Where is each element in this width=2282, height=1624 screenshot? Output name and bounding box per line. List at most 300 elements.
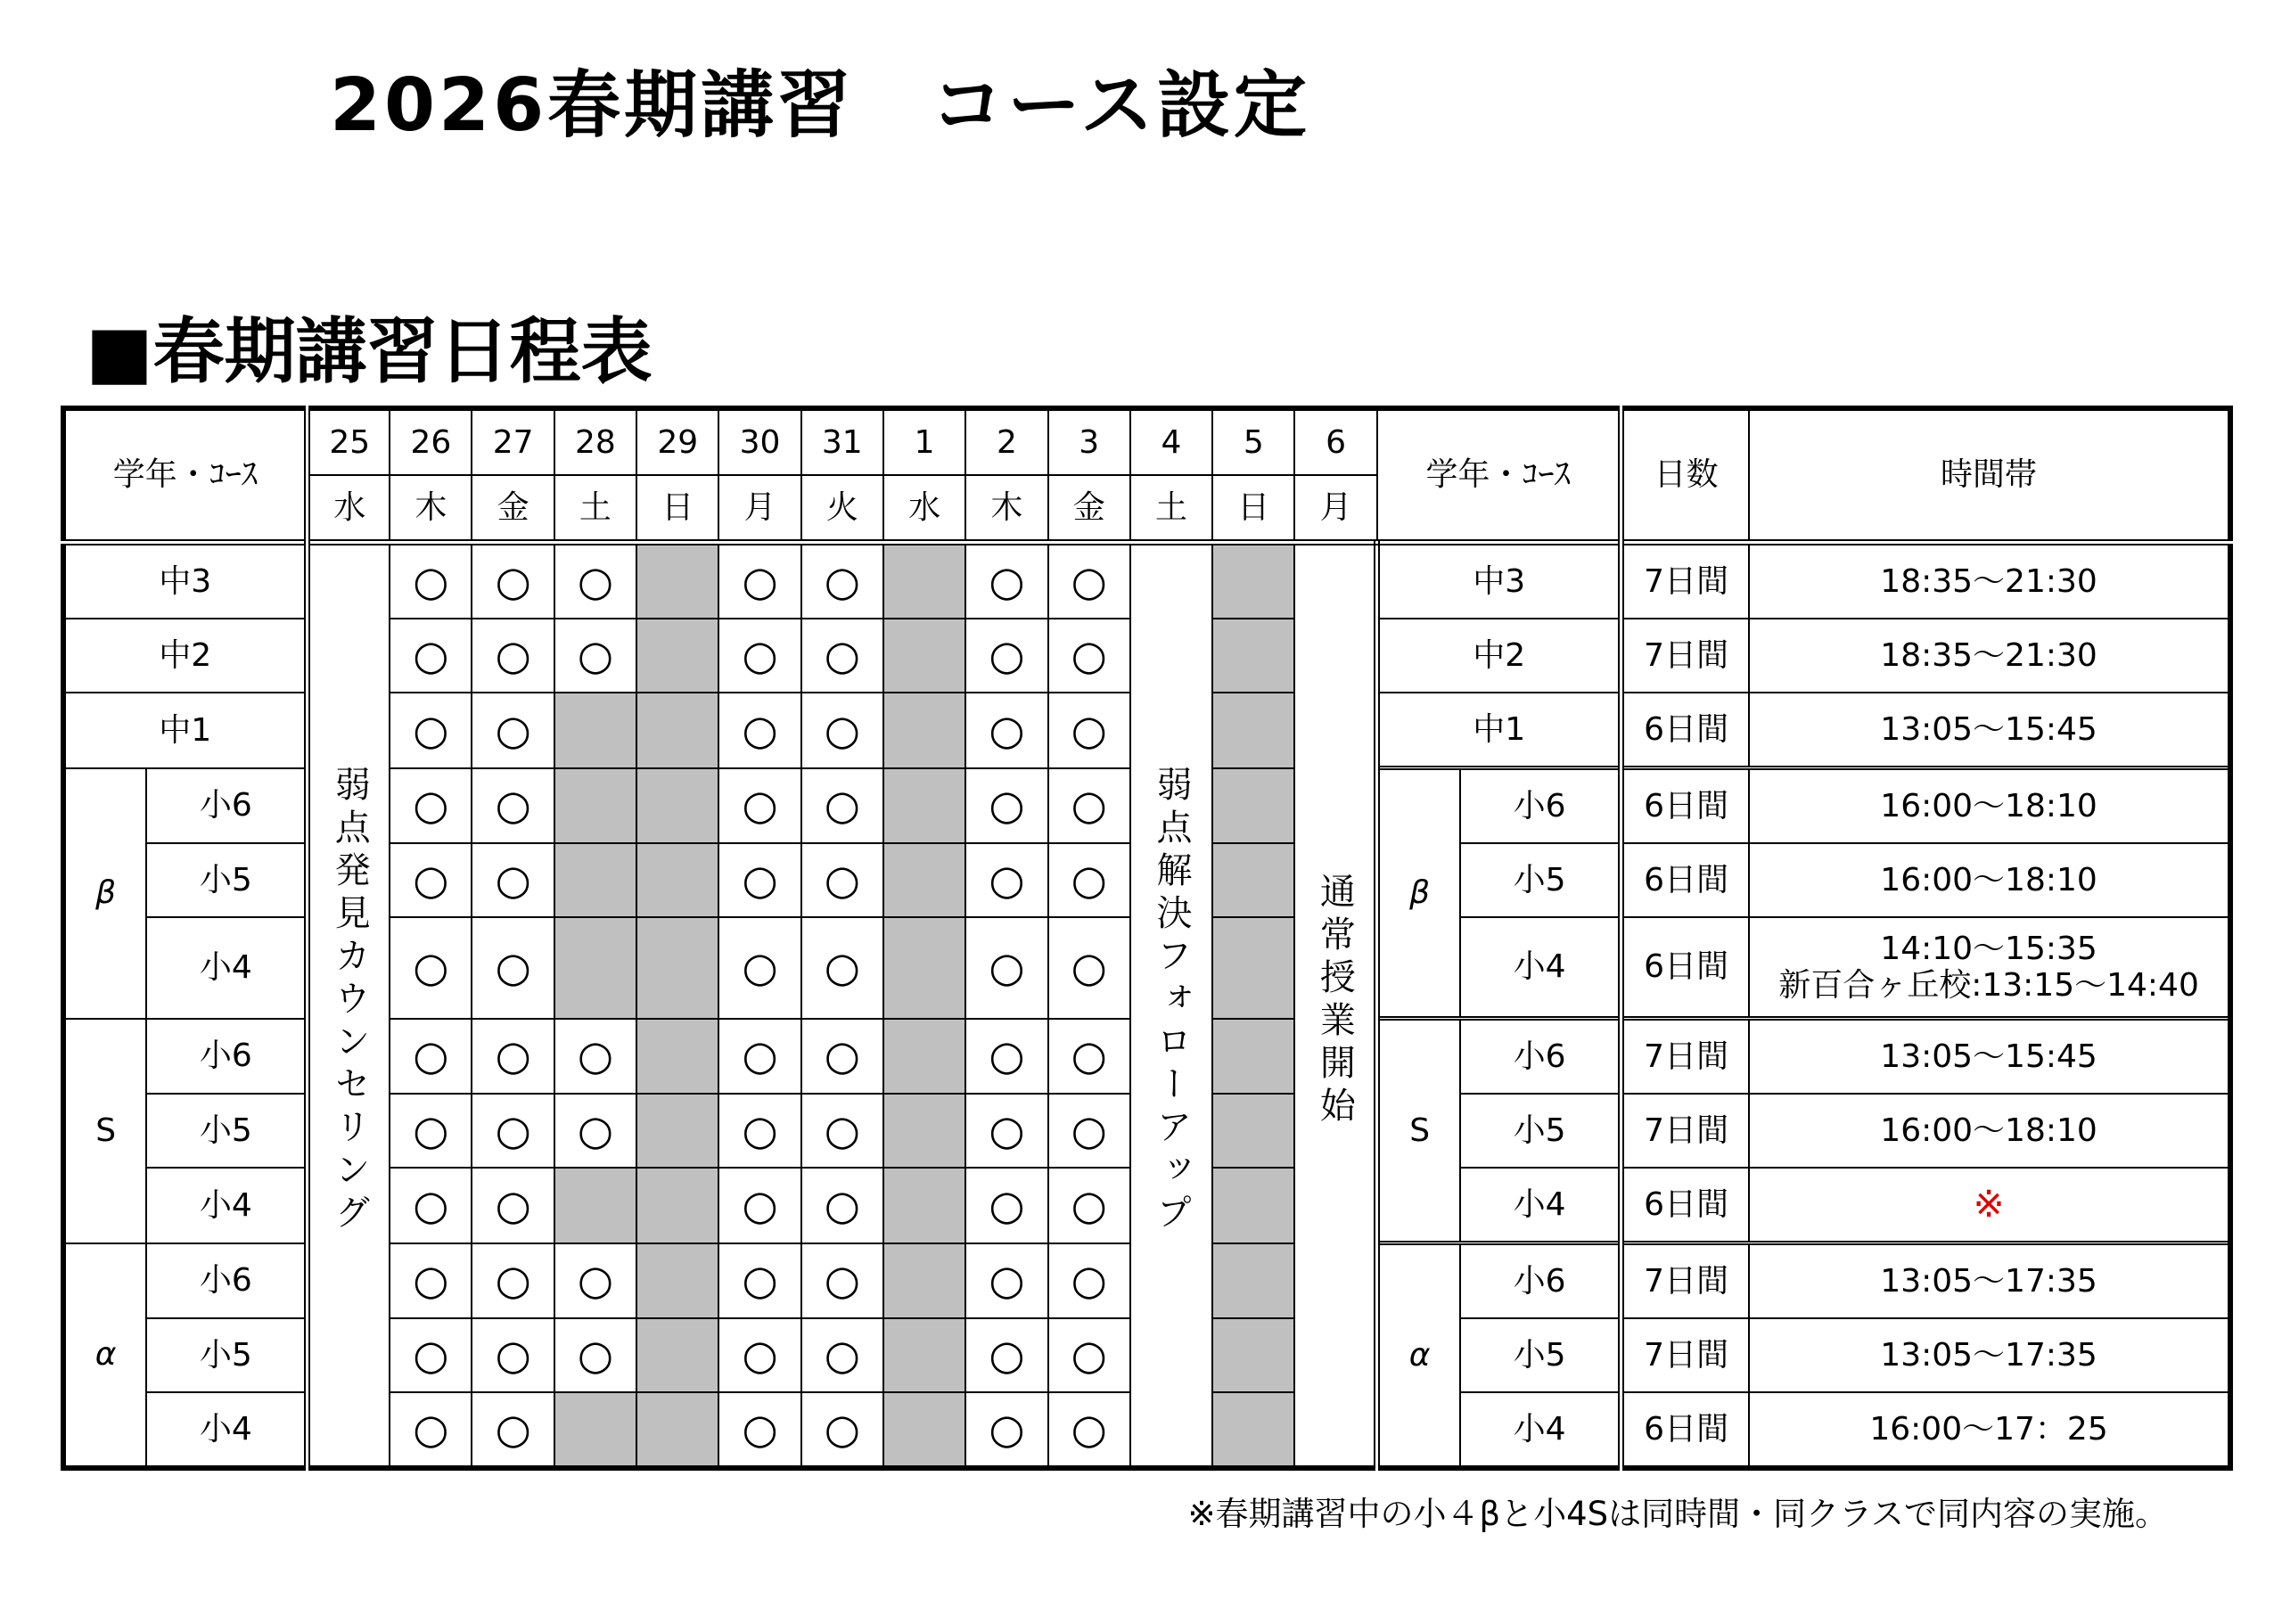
session-cell — [718, 693, 800, 768]
circle-mark: ○ — [824, 1331, 860, 1380]
weekday-cell: 水 — [308, 475, 390, 543]
circle-mark: ○ — [495, 705, 531, 754]
schedule-table — [61, 406, 2233, 1471]
session-cell — [390, 1168, 472, 1243]
session-cell — [965, 693, 1047, 768]
circle-mark: ○ — [495, 943, 531, 992]
row-label-left: 中3 — [63, 543, 308, 619]
grade-course-header-left: 学年・ｺｰｽ — [63, 408, 308, 543]
row-label-right: 中1 — [1377, 693, 1621, 768]
circle-mark: ○ — [1071, 1256, 1107, 1305]
session-cell — [472, 1392, 554, 1468]
time-cell — [1749, 917, 2230, 1019]
group-label-right: β — [1377, 768, 1460, 1019]
circle-mark: ○ — [824, 781, 860, 830]
no-session-cell — [554, 843, 636, 917]
circle-mark: ○ — [413, 1331, 449, 1380]
session-cell — [390, 1094, 472, 1168]
days-cell: 7日間 — [1621, 1019, 1749, 1095]
weekday-cell: 土 — [554, 475, 636, 543]
row-label-right: 中3 — [1377, 543, 1621, 619]
session-cell — [1048, 693, 1130, 768]
circle-mark: ○ — [742, 781, 778, 830]
no-session-cell — [554, 1168, 636, 1243]
circle-mark: ○ — [1071, 781, 1107, 830]
row-label-right: 小5 — [1460, 843, 1621, 917]
time-text: 13:05～17:35 — [1880, 1336, 2097, 1374]
circle-mark: ○ — [413, 1106, 449, 1155]
no-session-cell — [554, 1392, 636, 1468]
no-session-cell — [1212, 619, 1294, 693]
session-cell — [718, 543, 800, 619]
session-cell — [1048, 1243, 1130, 1319]
row-label-left: 小5 — [146, 1094, 308, 1168]
session-cell — [472, 1318, 554, 1392]
row-label-left: 中2 — [63, 619, 308, 693]
session-cell — [390, 693, 472, 768]
date-cell: 3 — [1048, 408, 1130, 475]
time-cell — [1749, 1318, 2230, 1392]
table-row — [63, 543, 2230, 619]
circle-mark: ○ — [495, 1331, 531, 1380]
time-cell — [1749, 1392, 2230, 1468]
circle-mark: ○ — [989, 1180, 1025, 1229]
session-cell — [472, 917, 554, 1019]
no-session-cell — [1212, 1392, 1294, 1468]
no-session-cell — [883, 1243, 965, 1319]
days-cell: 6日間 — [1621, 693, 1749, 768]
circle-mark: ○ — [577, 557, 613, 606]
circle-mark: ○ — [824, 1031, 860, 1080]
date-cell: 5 — [1212, 408, 1294, 475]
no-session-cell — [1212, 1243, 1294, 1319]
session-cell — [965, 1094, 1047, 1168]
circle-mark: ○ — [742, 1031, 778, 1080]
session-cell — [965, 768, 1047, 844]
no-session-cell — [883, 1168, 965, 1243]
days-cell: 6日間 — [1621, 917, 1749, 1019]
no-session-cell — [1212, 543, 1294, 619]
days-cell: 6日間 — [1621, 1392, 1749, 1468]
circle-mark: ○ — [1071, 1180, 1107, 1229]
weekday-cell: 日 — [1212, 475, 1294, 543]
no-session-cell — [1212, 1168, 1294, 1243]
no-session-cell — [883, 1019, 965, 1095]
session-cell — [554, 1094, 636, 1168]
circle-mark: ○ — [495, 1180, 531, 1229]
session-cell — [801, 1094, 883, 1168]
session-cell — [390, 543, 472, 619]
session-cell — [390, 917, 472, 1019]
circle-mark: ○ — [824, 705, 860, 754]
session-cell — [554, 1019, 636, 1095]
circle-mark: ○ — [742, 1106, 778, 1155]
no-session-cell — [883, 619, 965, 693]
grade-course-header-right: 学年・ｺｰｽ — [1377, 408, 1621, 543]
weekday-cell: 水 — [883, 475, 965, 543]
weekday-cell: 金 — [1048, 475, 1130, 543]
page-title: 2026春期講習 コース設定 — [329, 63, 1311, 148]
weekday-cell: 土 — [1130, 475, 1212, 543]
time-text: 18:35～21:30 — [1880, 636, 2097, 674]
session-cell — [390, 843, 472, 917]
group-label-left: β — [63, 768, 146, 1019]
circle-mark: ○ — [413, 856, 449, 905]
weekday-cell: 木 — [390, 475, 472, 543]
session-cell — [554, 1318, 636, 1392]
row-label-right: 小5 — [1460, 1318, 1621, 1392]
no-session-cell — [554, 768, 636, 844]
weekday-cell: 金 — [472, 475, 554, 543]
date-cell: 31 — [801, 408, 883, 475]
circle-mark: ○ — [413, 1180, 449, 1229]
days-cell: 7日間 — [1621, 1318, 1749, 1392]
session-cell — [965, 1243, 1047, 1319]
no-session-cell — [1212, 1019, 1294, 1095]
circle-mark: ○ — [989, 781, 1025, 830]
date-cell: 25 — [308, 408, 390, 475]
date-cell: 26 — [390, 408, 472, 475]
circle-mark: ○ — [1071, 1106, 1107, 1155]
row-label-left: 小6 — [146, 768, 308, 844]
time-text: 13:05～15:45 — [1880, 710, 2097, 748]
row-label-left: 小4 — [146, 1392, 308, 1468]
session-cell — [1048, 543, 1130, 619]
weekday-cell: 月 — [1294, 475, 1376, 543]
date-cell: 29 — [636, 408, 718, 475]
time-text: 13:05～15:45 — [1880, 1038, 2097, 1075]
date-cell: 2 — [965, 408, 1047, 475]
no-session-cell — [1212, 1318, 1294, 1392]
row-label-right: 小4 — [1460, 917, 1621, 1019]
circle-mark: ○ — [1071, 1031, 1107, 1080]
no-session-cell — [554, 917, 636, 1019]
no-session-cell — [1212, 693, 1294, 768]
session-cell — [472, 1168, 554, 1243]
session-cell — [554, 543, 636, 619]
session-cell — [1048, 619, 1130, 693]
circle-mark: ○ — [989, 1256, 1025, 1305]
circle-mark: ○ — [989, 943, 1025, 992]
session-cell — [965, 917, 1047, 1019]
circle-mark: ○ — [495, 1106, 531, 1155]
circle-mark: ○ — [824, 1106, 860, 1155]
row-label-right: 小6 — [1460, 768, 1621, 844]
session-cell — [801, 768, 883, 844]
time-cell — [1749, 693, 2230, 768]
session-cell — [718, 1094, 800, 1168]
no-session-cell — [1212, 843, 1294, 917]
time-cell — [1749, 1168, 2230, 1243]
circle-mark: ○ — [1071, 631, 1107, 680]
circle-mark: ○ — [413, 1031, 449, 1080]
session-cell — [472, 619, 554, 693]
days-header: 日数 — [1621, 408, 1749, 543]
session-cell — [472, 543, 554, 619]
circle-mark: ○ — [989, 856, 1025, 905]
no-session-cell — [636, 1392, 718, 1468]
days-cell: 7日間 — [1621, 619, 1749, 693]
circle-mark: ○ — [495, 856, 531, 905]
no-session-cell — [883, 768, 965, 844]
header-row-dates — [63, 408, 2230, 475]
days-cell: 6日間 — [1621, 843, 1749, 917]
special-column-text: 弱点解決フォローアップ — [1151, 766, 1192, 1237]
date-cell: 30 — [718, 408, 800, 475]
session-cell — [718, 1243, 800, 1319]
group-label-right: α — [1377, 1243, 1460, 1469]
row-label-right: 中2 — [1377, 619, 1621, 693]
no-session-cell — [883, 1318, 965, 1392]
time-text: 18:35～21:30 — [1880, 562, 2097, 600]
session-cell — [1048, 843, 1130, 917]
session-cell — [718, 1318, 800, 1392]
circle-mark: ○ — [413, 1405, 449, 1454]
circle-mark: ○ — [577, 631, 613, 680]
circle-mark: ○ — [742, 557, 778, 606]
circle-mark: ○ — [413, 705, 449, 754]
circle-mark: ○ — [742, 1331, 778, 1380]
no-session-cell — [636, 843, 718, 917]
circle-mark: ○ — [742, 943, 778, 992]
time-cell — [1749, 1243, 2230, 1319]
no-session-cell — [636, 543, 718, 619]
no-session-cell — [883, 1392, 965, 1468]
row-label-right: 小4 — [1460, 1168, 1621, 1243]
no-session-cell — [1212, 1094, 1294, 1168]
session-cell — [554, 619, 636, 693]
session-cell — [472, 843, 554, 917]
session-cell — [801, 543, 883, 619]
circle-mark: ○ — [824, 1405, 860, 1454]
no-session-cell — [883, 843, 965, 917]
circle-mark: ○ — [413, 781, 449, 830]
no-session-cell — [636, 1318, 718, 1392]
circle-mark: ○ — [824, 557, 860, 606]
circle-mark: ○ — [989, 1031, 1025, 1080]
no-session-cell — [636, 1168, 718, 1243]
time-cell — [1749, 843, 2230, 917]
session-cell — [801, 693, 883, 768]
no-session-cell — [883, 543, 965, 619]
session-cell — [718, 1019, 800, 1095]
circle-mark: ○ — [824, 943, 860, 992]
circle-mark: ○ — [1071, 1405, 1107, 1454]
session-cell — [1048, 1392, 1130, 1468]
circle-mark: ○ — [1071, 943, 1107, 992]
time-text: 16:00～18:10 — [1880, 787, 2097, 824]
time-text: 16:00～18:10 — [1880, 861, 2097, 898]
session-cell — [718, 843, 800, 917]
section-title: ■春期講習日程表 — [86, 310, 653, 393]
no-session-cell — [1212, 768, 1294, 844]
session-cell — [965, 1168, 1047, 1243]
session-cell — [1048, 917, 1130, 1019]
session-cell — [390, 1243, 472, 1319]
circle-mark: ○ — [989, 1331, 1025, 1380]
days-cell: 7日間 — [1621, 543, 1749, 619]
special-column-text: 通常授業開始 — [1314, 873, 1356, 1130]
no-session-cell — [636, 619, 718, 693]
circle-mark: ○ — [495, 1405, 531, 1454]
date-cell: 28 — [554, 408, 636, 475]
session-cell — [801, 1318, 883, 1392]
session-cell — [801, 1392, 883, 1468]
days-cell: 6日間 — [1621, 768, 1749, 844]
circle-mark: ○ — [742, 1405, 778, 1454]
row-label-left: 中1 — [63, 693, 308, 768]
session-cell — [1048, 768, 1130, 844]
no-session-cell — [636, 1094, 718, 1168]
row-label-left: 小5 — [146, 843, 308, 917]
circle-mark: ○ — [577, 1106, 613, 1155]
time-text: 13:05～17:35 — [1880, 1262, 2097, 1300]
date-cell: 4 — [1130, 408, 1212, 475]
circle-mark: ○ — [413, 557, 449, 606]
circle-mark: ○ — [495, 781, 531, 830]
weekday-cell: 木 — [965, 475, 1047, 543]
session-cell — [718, 768, 800, 844]
row-label-left: 小5 — [146, 1318, 308, 1392]
row-label-right: 小6 — [1460, 1243, 1621, 1319]
circle-mark: ○ — [742, 705, 778, 754]
session-cell — [718, 619, 800, 693]
row-label-left: 小4 — [146, 917, 308, 1019]
time-cell — [1749, 768, 2230, 844]
time-text: ※ — [1973, 1182, 2005, 1226]
session-cell — [801, 1168, 883, 1243]
footnote: ※春期講習中の小４βと小4Sは同時間・同クラスで同内容の実施。 — [1187, 1495, 2168, 1533]
time-header: 時間帯 — [1749, 408, 2230, 543]
circle-mark: ○ — [742, 631, 778, 680]
session-cell — [965, 843, 1047, 917]
no-session-cell — [883, 917, 965, 1019]
circle-mark: ○ — [824, 1180, 860, 1229]
row-label-left: 小6 — [146, 1019, 308, 1095]
row-label-left: 小4 — [146, 1168, 308, 1243]
no-session-cell — [1212, 917, 1294, 1019]
no-session-cell — [636, 768, 718, 844]
session-cell — [965, 1392, 1047, 1468]
group-label-right: S — [1377, 1019, 1460, 1243]
row-label-right: 小4 — [1460, 1392, 1621, 1468]
session-cell — [390, 619, 472, 693]
session-cell — [1048, 1318, 1130, 1392]
session-cell — [472, 693, 554, 768]
days-cell: 6日間 — [1621, 1168, 1749, 1243]
circle-mark: ○ — [824, 856, 860, 905]
session-cell — [801, 1243, 883, 1319]
session-cell — [801, 619, 883, 693]
session-cell — [1048, 1019, 1130, 1095]
session-cell — [390, 1392, 472, 1468]
circle-mark: ○ — [824, 1256, 860, 1305]
session-cell — [965, 1318, 1047, 1392]
session-cell — [718, 1392, 800, 1468]
row-label-left: 小6 — [146, 1243, 308, 1319]
session-cell — [965, 619, 1047, 693]
special-column-d6 — [1294, 543, 1376, 1469]
circle-mark: ○ — [577, 1031, 613, 1080]
circle-mark: ○ — [989, 705, 1025, 754]
session-cell — [801, 1019, 883, 1095]
circle-mark: ○ — [495, 1256, 531, 1305]
no-session-cell — [636, 917, 718, 1019]
session-cell — [718, 917, 800, 1019]
circle-mark: ○ — [495, 1031, 531, 1080]
session-cell — [390, 1318, 472, 1392]
circle-mark: ○ — [577, 1256, 613, 1305]
circle-mark: ○ — [824, 631, 860, 680]
no-session-cell — [883, 693, 965, 768]
special-column-text: 弱点発見カウンセリング — [329, 766, 371, 1237]
no-session-cell — [636, 693, 718, 768]
weekday-cell: 月 — [718, 475, 800, 543]
session-cell — [472, 1094, 554, 1168]
session-cell — [390, 1019, 472, 1095]
date-cell: 6 — [1294, 408, 1376, 475]
time-text: 16:00～17：25 — [1869, 1410, 2108, 1448]
group-label-left: α — [63, 1243, 146, 1469]
circle-mark: ○ — [495, 557, 531, 606]
time-cell — [1749, 1094, 2230, 1168]
special-column-d4 — [1130, 543, 1212, 1469]
session-cell — [472, 1243, 554, 1319]
no-session-cell — [554, 693, 636, 768]
time-text-alt: 新百合ヶ丘校:13:15～14:40 — [1778, 967, 2199, 1004]
row-label-right: 小6 — [1460, 1019, 1621, 1095]
time-cell — [1749, 543, 2230, 619]
weekday-cell: 火 — [801, 475, 883, 543]
circle-mark: ○ — [1071, 1331, 1107, 1380]
session-cell — [1048, 1168, 1130, 1243]
circle-mark: ○ — [1071, 856, 1107, 905]
session-cell — [390, 768, 472, 844]
circle-mark: ○ — [1071, 557, 1107, 606]
time-text: 14:10～15:35 — [1880, 930, 2097, 967]
row-label-right: 小5 — [1460, 1094, 1621, 1168]
no-session-cell — [883, 1094, 965, 1168]
circle-mark: ○ — [413, 1256, 449, 1305]
circle-mark: ○ — [1071, 705, 1107, 754]
circle-mark: ○ — [577, 1331, 613, 1380]
days-cell: 7日間 — [1621, 1243, 1749, 1319]
session-cell — [965, 1019, 1047, 1095]
session-cell — [718, 1168, 800, 1243]
circle-mark: ○ — [413, 631, 449, 680]
no-session-cell — [636, 1019, 718, 1095]
date-cell: 1 — [883, 408, 965, 475]
time-cell — [1749, 619, 2230, 693]
circle-mark: ○ — [742, 856, 778, 905]
session-cell — [472, 768, 554, 844]
session-cell — [554, 1243, 636, 1319]
no-session-cell — [636, 1243, 718, 1319]
group-label-left: S — [63, 1019, 146, 1243]
circle-mark: ○ — [742, 1180, 778, 1229]
days-cell: 7日間 — [1621, 1094, 1749, 1168]
circle-mark: ○ — [989, 557, 1025, 606]
session-cell — [965, 543, 1047, 619]
session-cell — [801, 843, 883, 917]
circle-mark: ○ — [495, 631, 531, 680]
date-cell: 27 — [472, 408, 554, 475]
time-text: 16:00～18:10 — [1880, 1111, 2097, 1149]
session-cell — [472, 1019, 554, 1095]
circle-mark: ○ — [989, 631, 1025, 680]
session-cell — [1048, 1094, 1130, 1168]
circle-mark: ○ — [989, 1106, 1025, 1155]
